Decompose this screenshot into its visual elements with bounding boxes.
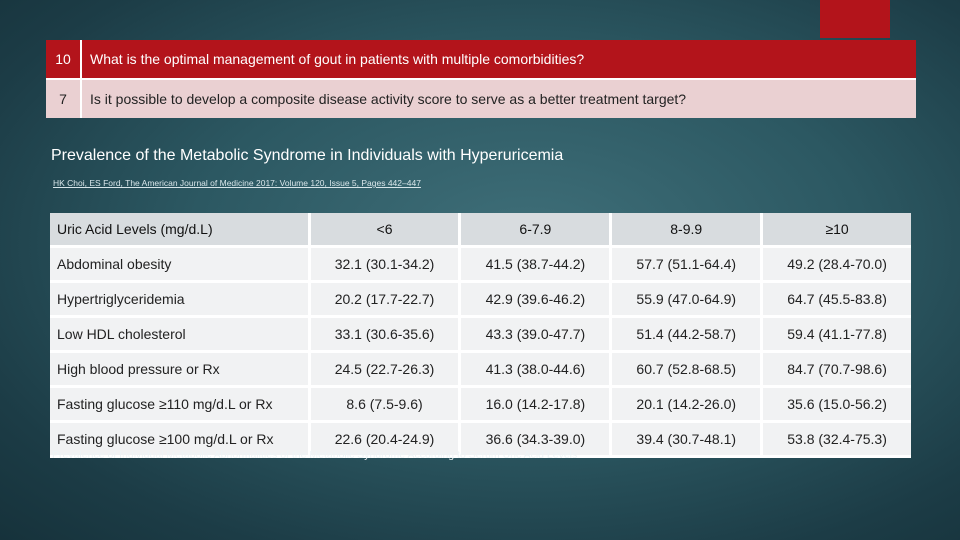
row-label: Fasting glucose ≥100 mg/d.L or Rx (50, 422, 309, 457)
table-cell: 16.0 (14.2-17.8) (460, 387, 611, 422)
question-text: Is it possible to develop a composite disease activity score to serve as a better treatment target? (81, 79, 916, 118)
table-row (50, 352, 911, 387)
corner-accent-block (820, 0, 890, 38)
row-label: High blood pressure or Rx (50, 352, 309, 387)
table-cell: 20.2 (17.7-22.7) (309, 282, 460, 317)
table-cell: 36.6 (34.3-39.0) (460, 422, 611, 457)
table-row (50, 282, 911, 317)
table-cell: 60.7 (52.8-68.5) (611, 352, 762, 387)
header-cell: ≥10 (762, 213, 911, 247)
questions-table (46, 40, 916, 118)
table-cell: 35.6 (15.0-56.2) (762, 387, 911, 422)
slide-title: Prevalence of the Metabolic Syndrome in Individuals with Hyperuricemia (51, 147, 564, 164)
table-cell: 20.1 (14.2-26.0) (611, 387, 762, 422)
header-cell: <6 (309, 213, 460, 247)
table-cell: 24.5 (22.7-26.3) (309, 352, 460, 387)
table-row (50, 317, 911, 352)
table-cell: 43.3 (39.0-47.7) (460, 317, 611, 352)
header-cell: 8-9.9 (611, 213, 762, 247)
table-cell: 8.6 (7.5-9.6) (309, 387, 460, 422)
table-row (50, 387, 911, 422)
question-number: 10 (46, 40, 81, 79)
table-cell: 42.9 (39.6-46.2) (460, 282, 611, 317)
header-cell-label: Uric Acid Levels (mg/d.L) (50, 213, 309, 247)
row-label: Hypertriglyceridemia (50, 282, 309, 317)
table-cell: 41.5 (38.7-44.2) (460, 247, 611, 282)
prevalence-table (50, 213, 911, 458)
header-cell: 6-7.9 (460, 213, 611, 247)
row-label: Fasting glucose ≥110 mg/d.L or Rx (50, 387, 309, 422)
table-header-row (50, 213, 911, 247)
table-cell: 64.7 (45.5-83.8) (762, 282, 911, 317)
row-label: Abdominal obesity (50, 247, 309, 282)
table-cell: 59.4 (41.1-77.8) (762, 317, 911, 352)
question-number: 7 (46, 79, 81, 118)
table-cell: 51.4 (44.2-58.7) (611, 317, 762, 352)
table-cell: 22.6 (20.4-24.9) (309, 422, 460, 457)
question-row (46, 40, 916, 79)
table-caption: Prevalence of Individual Metabolic Abnormalities of the Metabolic Syndrome According to Serum Uric Acid Levels (52, 449, 578, 461)
table-cell: 32.1 (30.1-34.2) (309, 247, 460, 282)
table-cell: 33.1 (30.6-35.6) (309, 317, 460, 352)
table-cell: 53.8 (32.4-75.3) (762, 422, 911, 457)
table-cell: 55.9 (47.0-64.9) (611, 282, 762, 317)
table-cell: 84.7 (70.7-98.6) (762, 352, 911, 387)
citation-link[interactable]: HK Choi, ES Ford, The American Journal of Medicine 2017: Volume 120, Issue 5, Pages 442–447 (53, 178, 421, 188)
row-label: Low HDL cholesterol (50, 317, 309, 352)
table-cell: 49.2 (28.4-70.0) (762, 247, 911, 282)
table-cell: 57.7 (51.1-64.4) (611, 247, 762, 282)
table-cell: 41.3 (38.0-44.6) (460, 352, 611, 387)
question-text: What is the optimal management of gout in patients with multiple comorbidities? (81, 40, 916, 79)
table-row (50, 247, 911, 282)
table-cell: 39.4 (30.7-48.1) (611, 422, 762, 457)
question-row (46, 79, 916, 118)
